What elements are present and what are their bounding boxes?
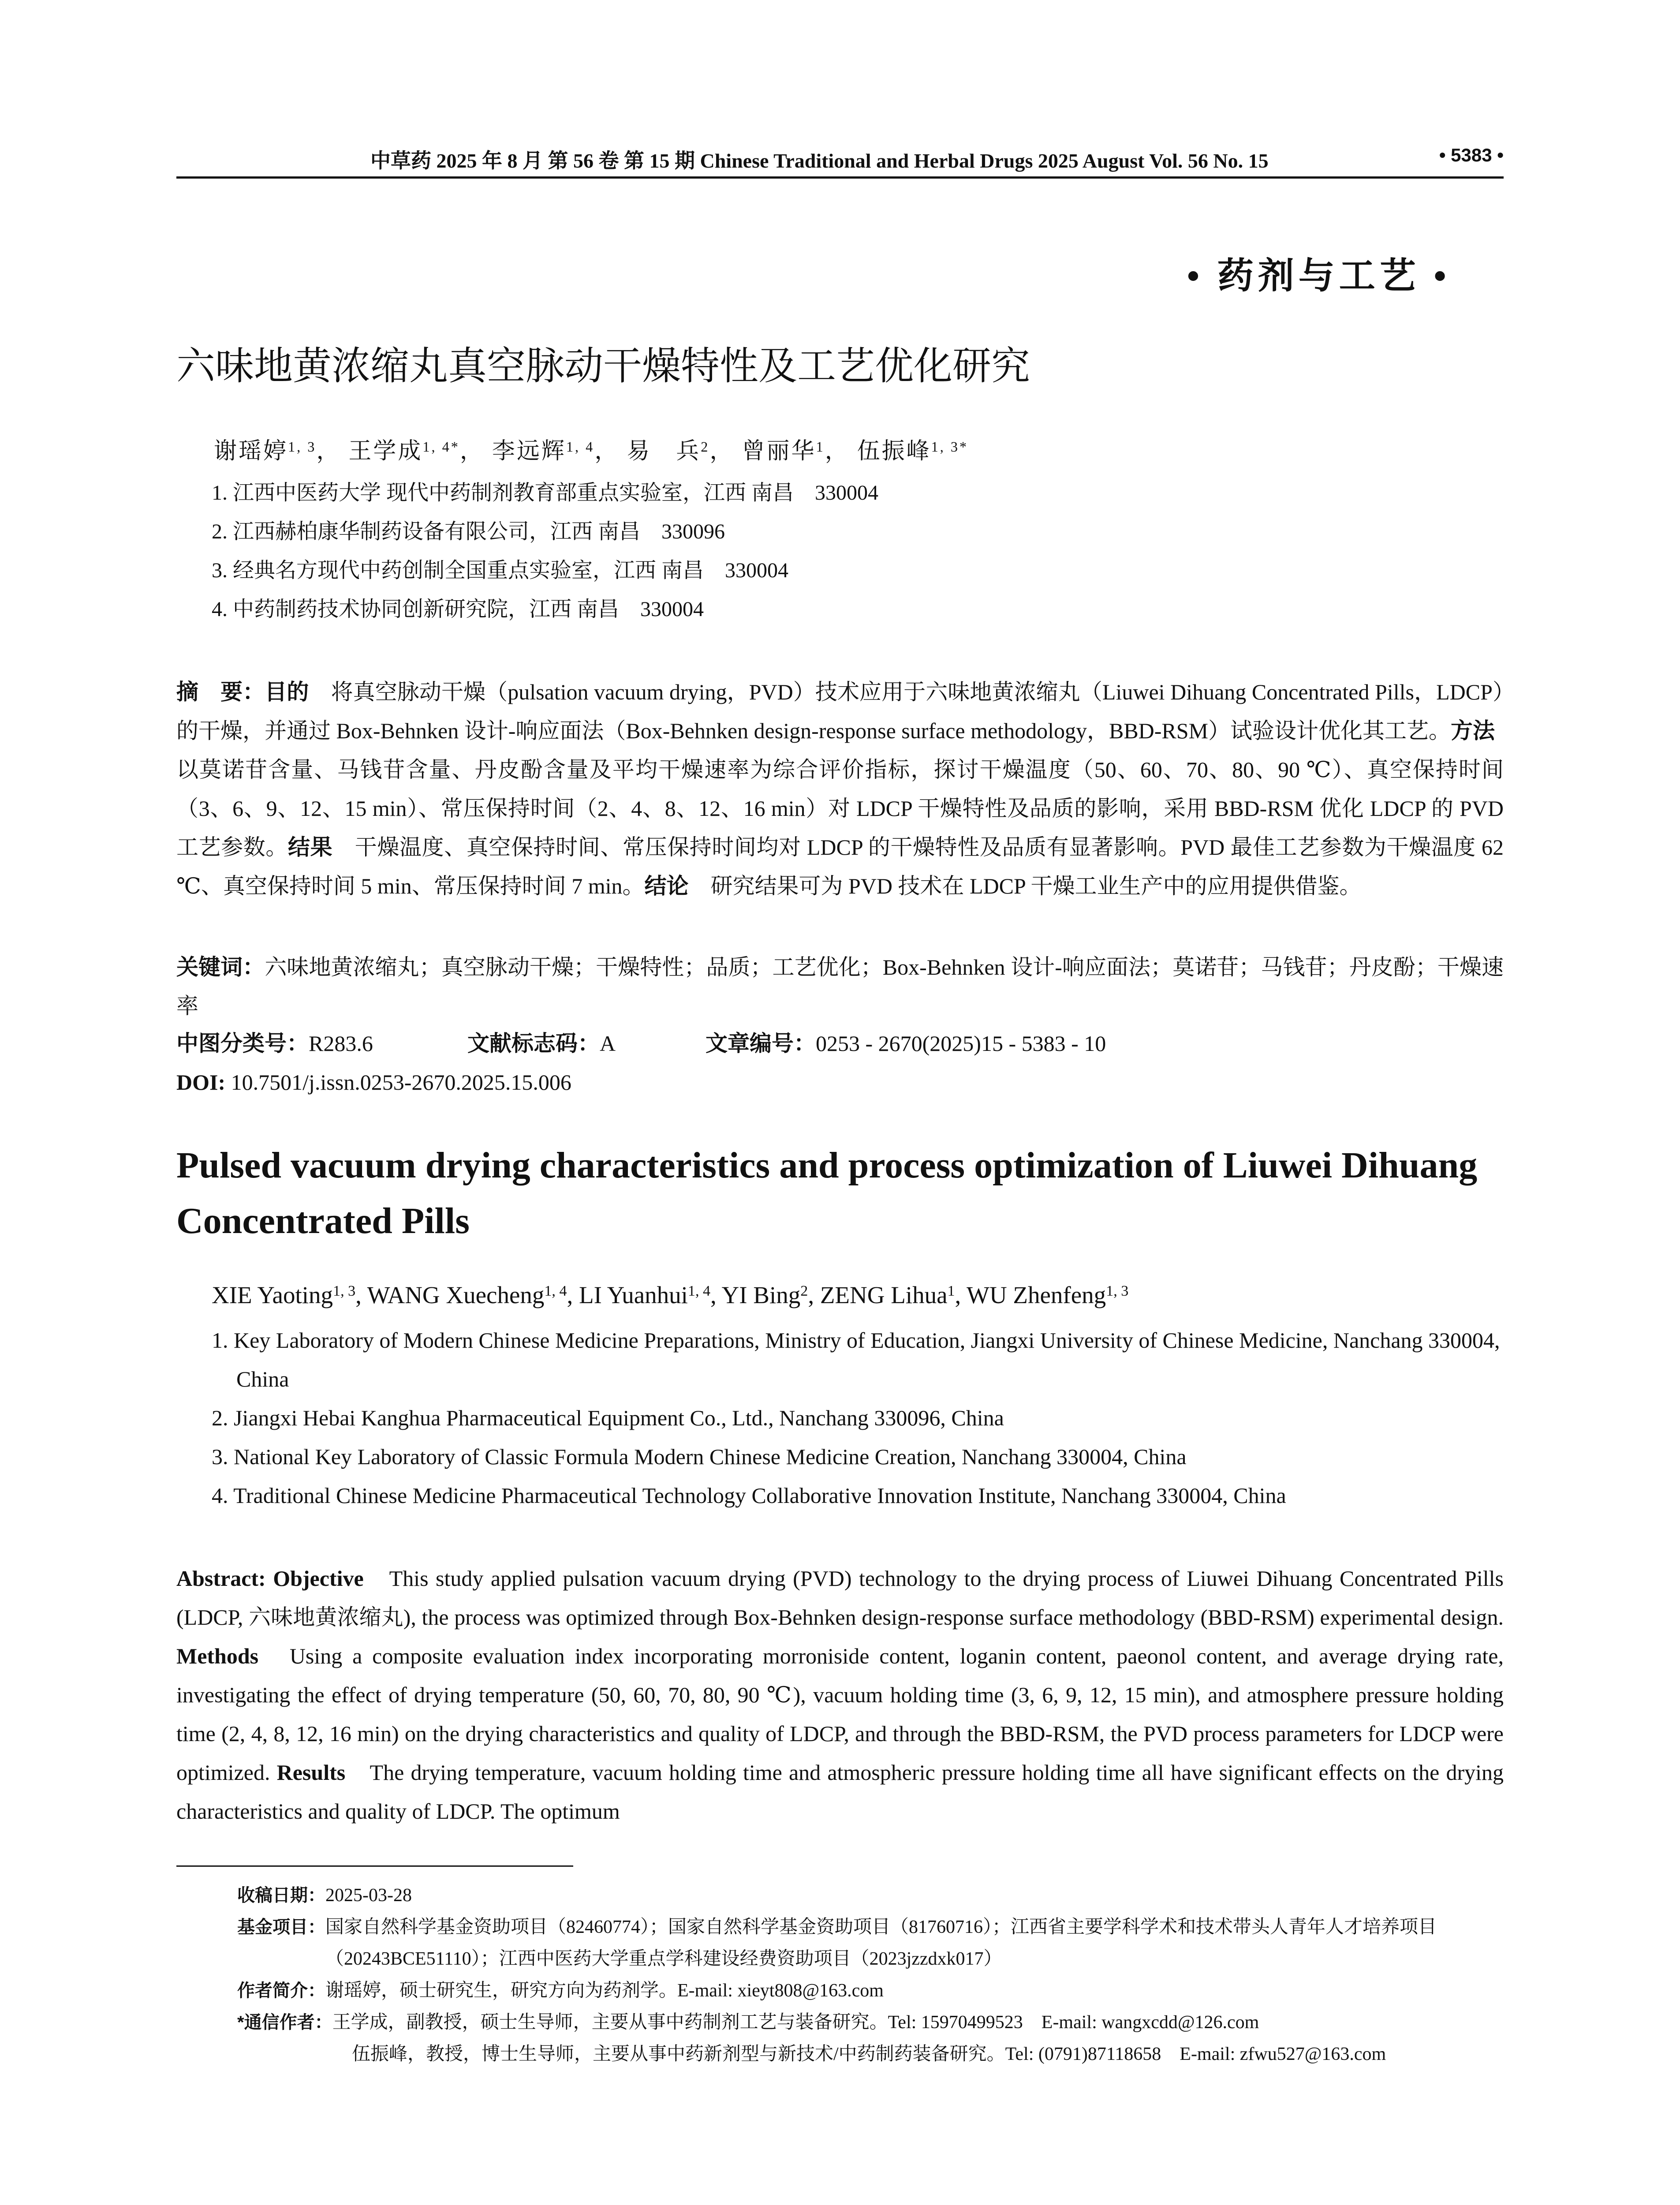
- doi-label: DOI:: [176, 1070, 226, 1095]
- cn-author: 李远辉$^{1, 4}$: [492, 438, 595, 464]
- en-author: XIE Yaoting$^{1, 3}$: [212, 1282, 356, 1308]
- cn-classification: [176, 1024, 1106, 1063]
- cn-conclusion-text: 研究结果可为 PVD 技术在 LDCP 干燥工业生产中的应用提供借鉴。: [688, 874, 1362, 898]
- running-header: [176, 142, 1504, 177]
- en-affiliation: 1. Key Laboratory of Modern Chinese Medicine Preparations, Ministry of Education, Jiangxi University of Chinese Medicine, Nanchang 330004, China: [212, 1328, 1500, 1391]
- cn-keywords-label: 关键词：: [176, 955, 265, 979]
- cn-results-label: 结果: [287, 835, 333, 860]
- cn-methods-label: 方法: [1451, 718, 1495, 743]
- en-author: WU Zhenfeng$^{1, 3}$: [967, 1282, 1129, 1308]
- clc-field: 中图分类号：R283.6: [176, 1031, 373, 1056]
- cn-results-text: 干燥温度、真空保持时间、常压保持时间均对 LDCP 的干燥特性及品质有显著影响。PVD 最佳工艺参数为干燥温度 62 ℃、真空保持时间 5 min、常压保持时间 7 min。: [176, 835, 1504, 898]
- cn-author: 曾丽华$^1$: [742, 438, 825, 464]
- cn-authors: 谢瑶婷$^{1, 3}$， 王学成$^{1, 4*}$， 李远辉$^{1, 4}$， 易 兵$^2$， 曾丽华$^1$， 伍振峰$^{1, 3*}$: [214, 438, 969, 464]
- cn-author: 易 兵$^2$: [627, 438, 710, 464]
- cn-affiliation: 3. 经典名方现代中药创制全国重点实验室，江西 南昌 330004: [212, 559, 789, 582]
- cn-objective-text: 将真空脉动干燥（pulsation vacuum drying，PVD）技术应用于六味地黄浓缩丸（Liuwei Dihuang Concentrated Pills，LDCP）的干燥，并通过 Box-Behnken 设计-响应面法（Box-Behnken design-response surface methodology，BBD-RSM）试验设计优化其工艺。: [176, 680, 1504, 743]
- cn-affiliation: 4. 中药制药技术协同创新研究院，江西 南昌 330004: [212, 598, 704, 621]
- en-authors: XIE Yaoting$^{1, 3}$, WANG Xuecheng$^{1, 4}$, LI Yuanhui$^{1, 4}$, YI Bing$^2$, ZENG Lihua$^1$, WU Zhenfeng$^{1, 3}$: [212, 1282, 1129, 1308]
- en-affiliations: [212, 1321, 1504, 1515]
- en-abstract-label: Abstract: Objective: [176, 1566, 364, 1591]
- cn-affiliation: 2. 江西赫柏康华制药设备有限公司，江西 南昌 330096: [212, 520, 725, 543]
- en-abstract: [176, 1559, 1504, 1831]
- en-author: WANG Xuecheng$^{1, 4}$: [367, 1282, 567, 1308]
- en-affiliation: 4. Traditional Chinese Medicine Pharmaceutical Technology Collaborative Innovation Institute, Nanchang 330004, China: [212, 1483, 1286, 1508]
- doi-value: 10.7501/j.issn.0253-2670.2025.15.006: [225, 1070, 571, 1095]
- cn-abstract-label: 摘 要：: [176, 680, 265, 704]
- en-results-label: Results: [276, 1760, 346, 1785]
- en-author: LI Yuanhui$^{1, 4}$: [579, 1282, 711, 1308]
- cn-conclusion-label: 结论: [644, 874, 689, 898]
- cn-author: 伍振峰$^{1, 3*}$: [857, 438, 969, 464]
- doi: [176, 1063, 1504, 1102]
- en-title: Pulsed vacuum drying characteristics and process optimization of Liuwei Dihuang Concentrated Pills: [176, 1145, 1478, 1241]
- footnote-corresponding-2: 伍振峰，教授，博士生导师，主要从事中药新剂型与新技术/中药制药装备研究。Tel: (0791)87118658 E-mail: zfwu527@163.com: [352, 2044, 1386, 2064]
- en-objective-text: This study applied pulsation vacuum drying (PVD) technology to the drying process of Liuwei Dihuang Concentrated Pills (LDCP, 六味地黄浓缩丸), the process was optimized through Box-Behnken design-response surface methodology (BBD-RSM) experimental design.: [176, 1566, 1504, 1629]
- en-results-text: The drying temperature, vacuum holding time and atmospheric pressure holding time all have significant effects on the drying characteristics and quality of LDCP. The optimum: [176, 1760, 1504, 1824]
- cn-methods-text: 以莫诺苷含量、马钱苷含量、丹皮酚含量及平均干燥速率为综合评价指标，探讨干燥温度（50、60、70、80、90 ℃）、真空保持时间（3、6、9、12、15 min）、常压保持时间（2、4、8、12、16 min）对 LDCP 干燥特性及品质的影响，采用 BBD-RSM 优化 LDCP 的 PVD 工艺参数。: [176, 718, 1517, 860]
- cn-objective-label: 目的: [265, 680, 309, 704]
- page-number: • 5383 •: [1439, 145, 1504, 165]
- cn-affiliations: [212, 474, 1504, 629]
- cn-keywords-text: 六味地黄浓缩丸；真空脉动干燥；干燥特性；品质；工艺优化；Box-Behnken 设计-响应面法；莫诺苷；马钱苷；丹皮酚；干燥速率: [176, 955, 1504, 1018]
- cn-abstract: [176, 673, 1517, 905]
- cn-author: 王学成$^{1, 4*}$: [348, 438, 460, 464]
- en-author: ZENG Lihua$^1$: [820, 1282, 955, 1308]
- footnote-corresponding: *通信作者： 王学成，副教授，硕士生导师，主要从事中药制剂工艺与装备研究。Tel: 15970499523 E-mail: wangxcdd@126.com: [237, 2012, 1259, 2033]
- header-rule: [176, 176, 1504, 179]
- article-number-field: 文章编号：0253 - 2670(2025)15 - 5383 - 10: [706, 1031, 1106, 1056]
- footnote-funding: 基金项目： 国家自然科学基金资助项目（82460774）；国家自然科学基金资助项目（81760716）；江西省主要学科学术和技术带头人青年人才培养项目（20243BCE51110）；江西中医药大学重点学科建设经费资助项目（2023jzzdxk017）: [237, 1917, 1437, 1969]
- en-affiliation: 2. Jiangxi Hebai Kanghua Pharmaceutical Equipment Co., Ltd., Nanchang 330096, China: [212, 1405, 1004, 1430]
- en-author: YI Bing$^2$: [721, 1282, 808, 1308]
- doccode-field: 文献标志码：A: [467, 1031, 616, 1056]
- cn-author: 谢瑶婷$^{1, 3}$: [214, 438, 317, 464]
- cn-affiliation: 1. 江西中医药大学 现代中药制剂教育部重点实验室，江西 南昌 330004: [212, 481, 879, 505]
- cn-title: 六味地黄浓缩丸真空脉动干燥特性及工艺优化研究: [176, 344, 1030, 388]
- footnotes: [237, 1880, 1507, 2070]
- en-methods-label: Methods: [176, 1644, 259, 1668]
- cn-keywords: [176, 948, 1504, 1025]
- footnote-received: 收稿日期： 2025-03-28: [237, 1885, 412, 1906]
- footnote-rule: [176, 1865, 573, 1867]
- section-tag: • 药剂与工艺 •: [1187, 256, 1451, 296]
- footnote-author-bio: 作者简介： 谢瑶婷，硕士研究生，研究方向为药剂学。E-mail: xieyt808@163.com: [237, 1981, 884, 2001]
- en-affiliation: 3. National Key Laboratory of Classic Formula Modern Chinese Medicine Creation, Nanchang 330004, China: [212, 1444, 1187, 1469]
- en-methods-text: Using a composite evaluation index incorporating morroniside content, loganin content, paeonol content, and average drying rate, investigating the effect of drying temperature (50, 60, 70, 80, 90 ℃), vacuum holding time (3, 6, 9, 12, 15 min), and atmosphere pressure holding time (2, 4, 8, 12, 16 min) on the drying characteristics and quality of LDCP, and through the BBD-RSM, the PVD process parameters for LDCP were optimized.: [176, 1644, 1504, 1785]
- journal-info: 中草药 2025 年 8 月 第 56 卷 第 15 期 Chinese Traditional and Herbal Drugs 2025 August Vol. 56 No. 15: [370, 149, 1269, 172]
